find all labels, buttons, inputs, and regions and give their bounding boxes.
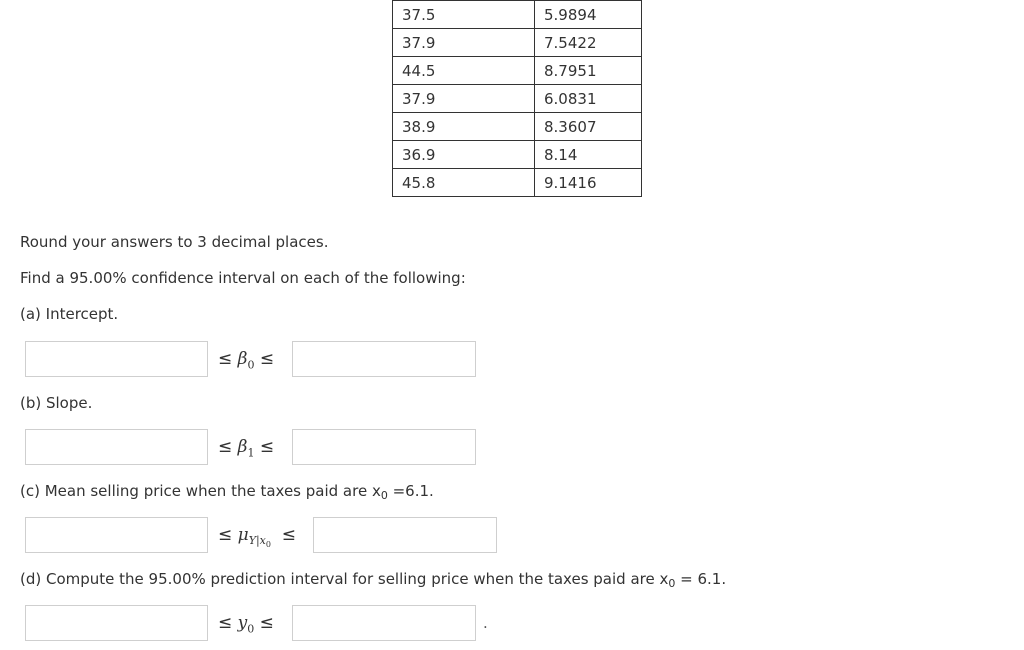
part-c-label-text: (c) Mean selling price when the taxes paid are x bbox=[20, 482, 381, 500]
intercept-inequality bbox=[218, 349, 274, 371]
table-body bbox=[393, 1, 642, 197]
rounding-instruction: Round your answers to 3 decimal places. bbox=[20, 233, 329, 251]
table-cell-y: 9.1416 bbox=[535, 169, 642, 197]
mean-response-upper-input[interactable] bbox=[313, 517, 497, 553]
data-table bbox=[392, 0, 642, 197]
table-cell-x: 44.5 bbox=[393, 57, 535, 85]
part-d-label-text: (d) Compute the 95.00% prediction interval for selling price when the taxes paid are x bbox=[20, 570, 669, 588]
table-cell-y: 6.0831 bbox=[535, 85, 642, 113]
part-a-label: (a) Intercept. bbox=[20, 305, 119, 323]
table-row bbox=[393, 57, 642, 85]
table-cell-y: 8.14 bbox=[535, 141, 642, 169]
leq-symbol: ≤ bbox=[259, 349, 275, 369]
leq-symbol: ≤ bbox=[218, 437, 233, 457]
table-row bbox=[393, 1, 642, 29]
part-b-label: (b) Slope. bbox=[20, 394, 93, 412]
leq-symbol: ≤ bbox=[218, 525, 233, 545]
leq-symbol: ≤ bbox=[218, 613, 233, 633]
prediction-upper-input[interactable] bbox=[292, 605, 476, 641]
beta-subscript: 0 bbox=[247, 358, 255, 372]
table-cell-x: 37.9 bbox=[393, 29, 535, 57]
table-cell-x: 45.8 bbox=[393, 169, 535, 197]
intercept-upper-input[interactable] bbox=[292, 341, 476, 377]
table-row bbox=[393, 169, 642, 197]
beta-symbol: β bbox=[237, 437, 248, 457]
prediction-lower-input[interactable] bbox=[25, 605, 208, 641]
beta-subscript: 1 bbox=[247, 446, 255, 460]
beta-symbol: β bbox=[237, 349, 248, 369]
leq-symbol: ≤ bbox=[259, 437, 275, 457]
y-subscript: 0 bbox=[247, 622, 255, 636]
table-cell-x: 37.5 bbox=[393, 1, 535, 29]
part-c-label-subscript: 0 bbox=[380, 489, 388, 502]
table-cell-x: 36.9 bbox=[393, 141, 535, 169]
part-d-label-subscript: 0 bbox=[668, 577, 676, 590]
slope-inequality bbox=[218, 437, 274, 459]
mu-subscript-index: 0 bbox=[265, 540, 271, 550]
leq-symbol: ≤ bbox=[259, 613, 274, 633]
leq-symbol: ≤ bbox=[218, 349, 233, 369]
table-cell-y: 8.3607 bbox=[535, 113, 642, 141]
table-cell-y: 5.9894 bbox=[535, 1, 642, 29]
table-row bbox=[393, 29, 642, 57]
table-cell-x: 38.9 bbox=[393, 113, 535, 141]
mean-response-inequality bbox=[218, 525, 296, 550]
part-d-label bbox=[20, 570, 726, 590]
table-row bbox=[393, 85, 642, 113]
slope-lower-input[interactable] bbox=[25, 429, 208, 465]
intercept-lower-input[interactable] bbox=[25, 341, 208, 377]
mu-subscript: Y|x bbox=[248, 534, 266, 548]
mean-response-lower-input[interactable] bbox=[25, 517, 208, 553]
table-cell-y: 8.7951 bbox=[535, 57, 642, 85]
trailing-period: . bbox=[483, 614, 488, 632]
interval-instruction: Find a 95.00% confidence interval on each of the following: bbox=[20, 269, 466, 287]
prediction-inequality bbox=[218, 613, 274, 635]
table-row bbox=[393, 113, 642, 141]
table-cell-y: 7.5422 bbox=[535, 29, 642, 57]
part-d-label-value: = 6.1. bbox=[675, 570, 727, 588]
slope-upper-input[interactable] bbox=[292, 429, 476, 465]
table-cell-x: 37.9 bbox=[393, 85, 535, 113]
part-c-label bbox=[20, 482, 434, 502]
part-c-label-value: =6.1. bbox=[387, 482, 434, 500]
mu-symbol: μ bbox=[237, 525, 249, 545]
y-symbol: y bbox=[237, 613, 248, 633]
table-row bbox=[393, 141, 642, 169]
leq-symbol: ≤ bbox=[281, 525, 297, 545]
